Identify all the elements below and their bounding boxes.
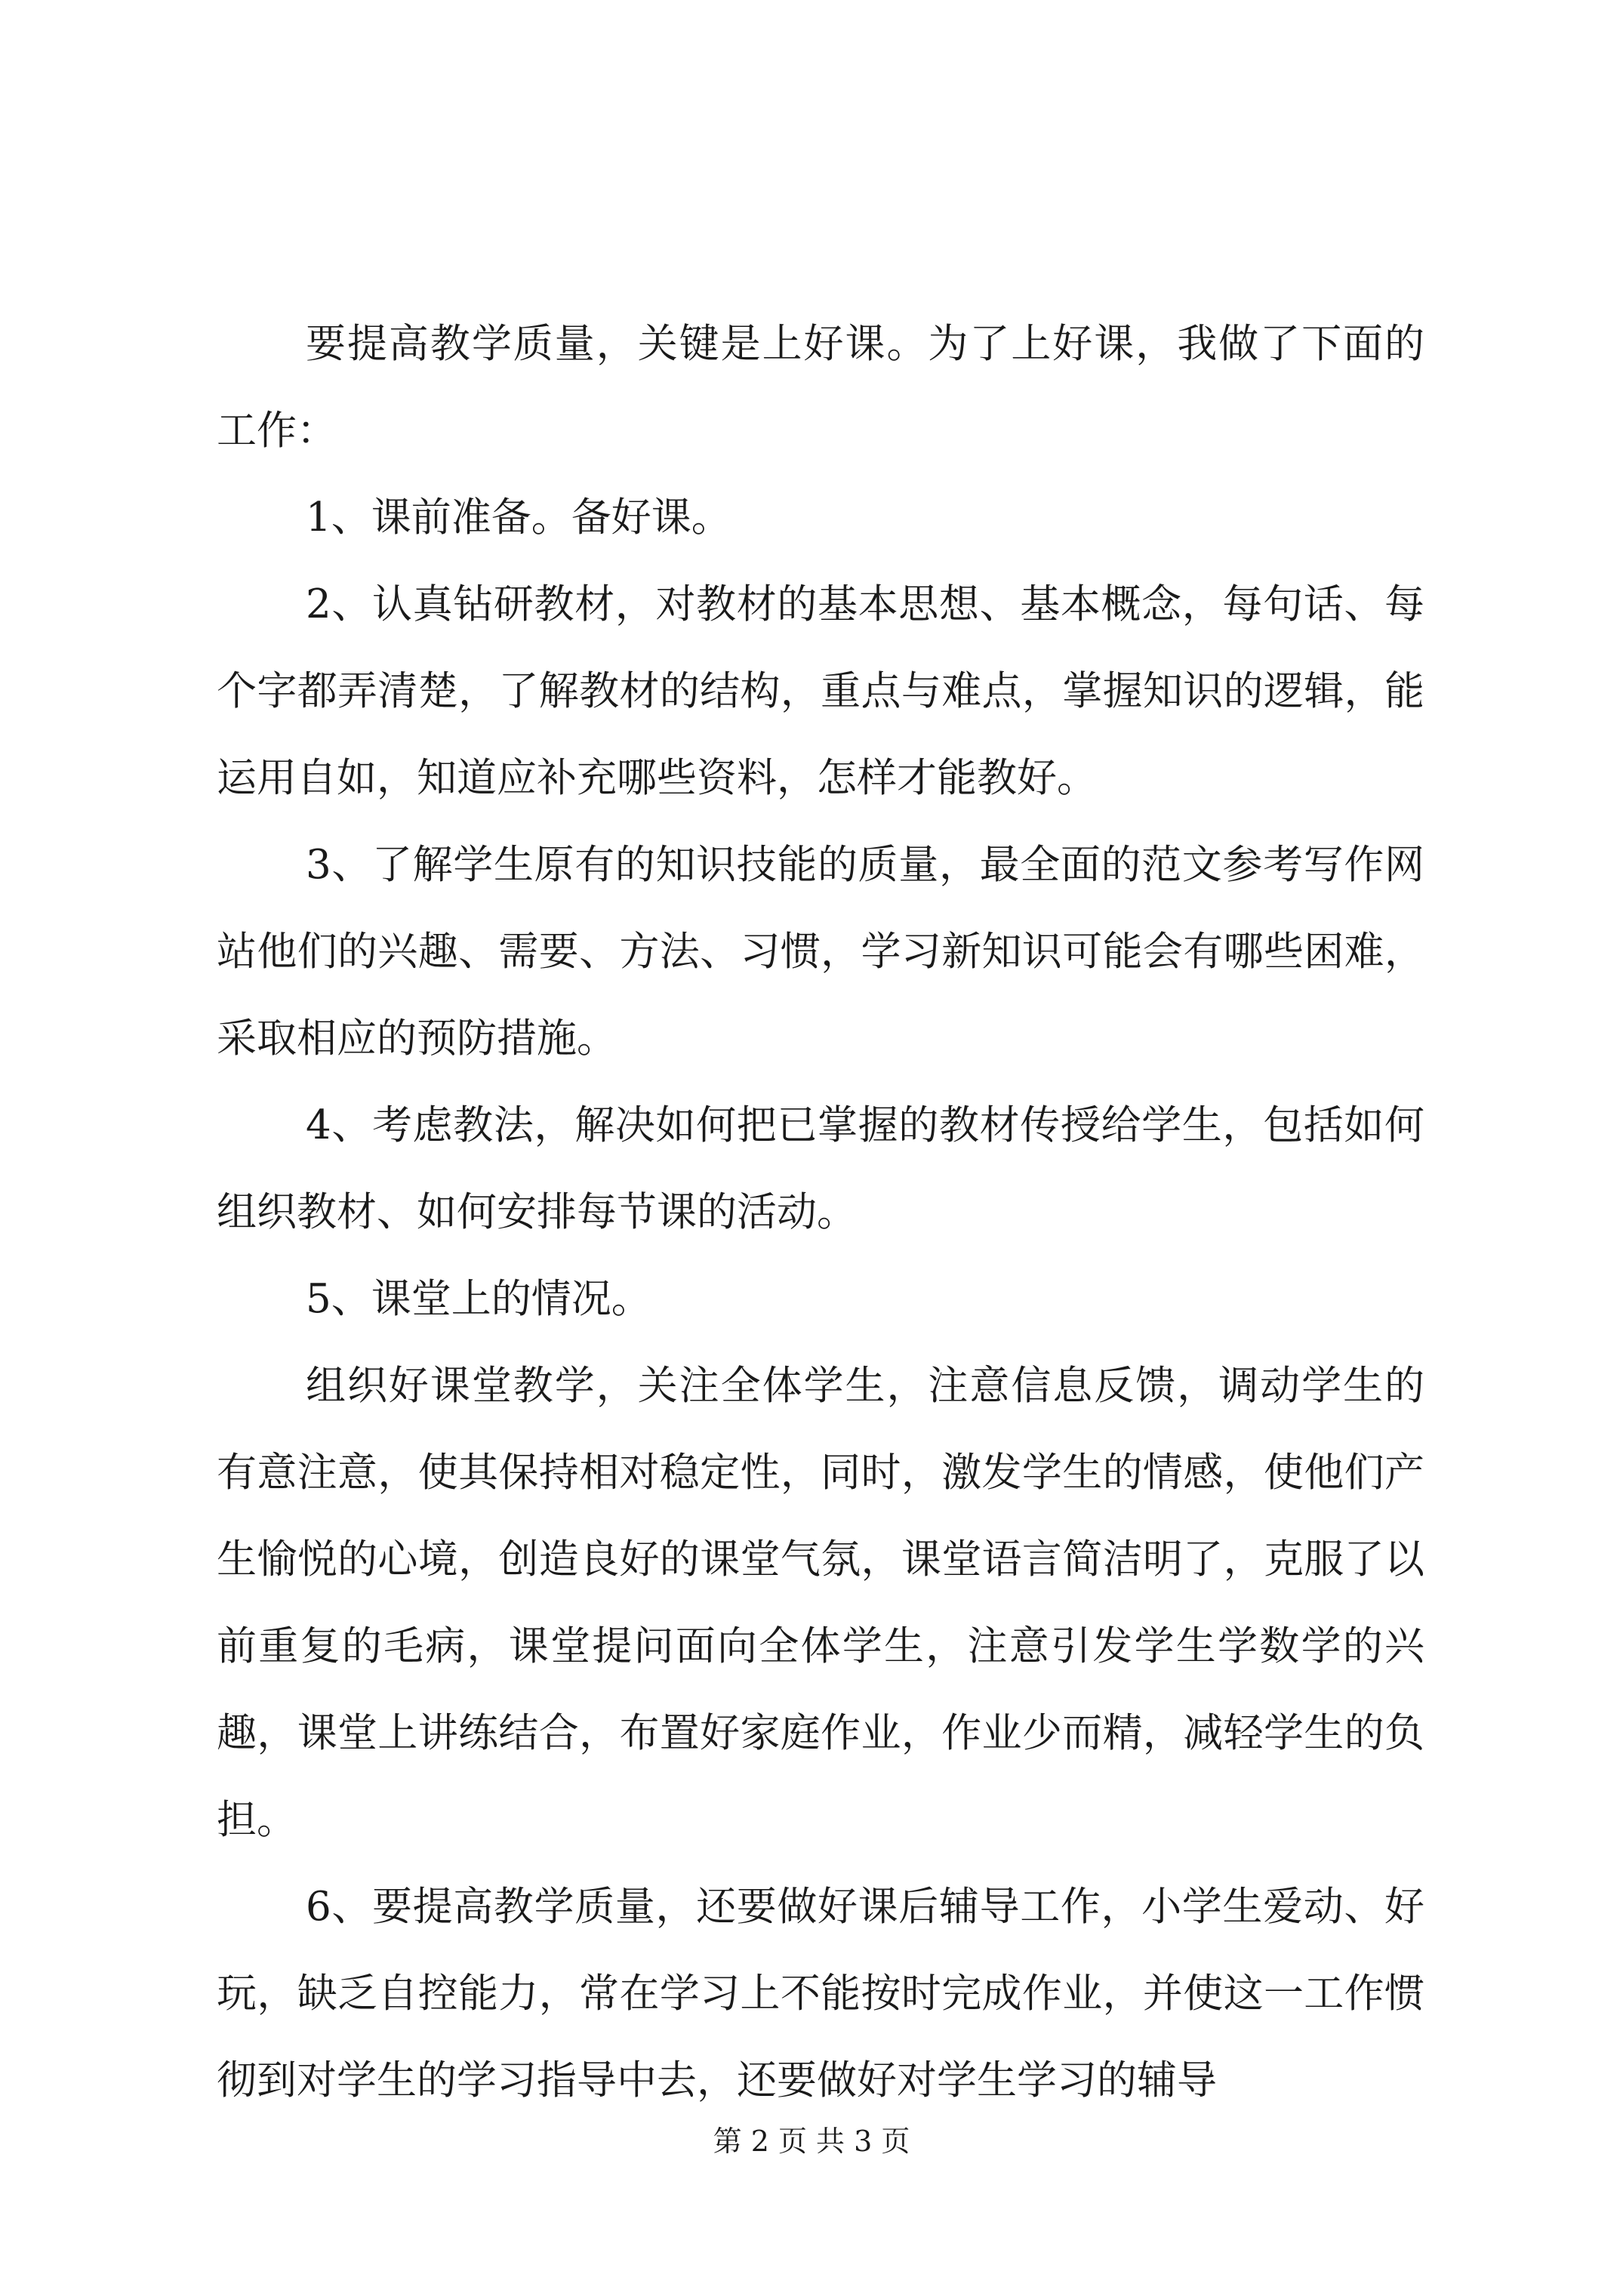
paragraph-item-4: 4、考虑教法，解决如何把已掌握的教材传授给学生，包括如何组织教材、如何安排每节课的活动。 bbox=[217, 1102, 1424, 1235]
paragraph-classroom: 组织好课堂教学，关注全体学生，注意信息反馈，调动学生的有意注意，使其保持相对稳定性，同时，激发学生的情感，使他们产生愉悦的心境，创造良好的课堂气氛，课堂语言简洁明了，克服了以前重复的毛病，课堂提问面向全体学生，注意引发学生学数学的兴趣，课堂上讲练结合，布置好家庭作业，作业少而精，减轻学生的负担。 bbox=[217, 1363, 1424, 1843]
document-body bbox=[217, 300, 1424, 2124]
paragraph-item-5: 5、课堂上的情况。 bbox=[306, 1276, 651, 1322]
paragraph-item-2: 2、认真钻研教材，对教材的基本思想、基本概念，每句话、每个字都弄清楚，了解教材的结构，重点与难点，掌握知识的逻辑，能运用自如，知道应补充哪些资料，怎样才能教好。 bbox=[217, 581, 1424, 801]
paragraph-item-6: 6、要提高教学质量，还要做好课后辅导工作，小学生爱动、好玩，缺乏自控能力，常在学习上不能按时完成作业，并使这一工作惯彻到对学生的学习指导中去，还要做好对学生学习的辅导 bbox=[217, 1884, 1424, 2103]
paragraph-item-1: 1、课前准备。备好课。 bbox=[306, 495, 731, 541]
paragraph-intro: 要提高教学质量，关键是上好课。为了上好课，我做了下面的工作： bbox=[217, 321, 1424, 454]
page-number-footer: 第 2 页 共 3 页 bbox=[713, 2125, 910, 2158]
paragraph-item-3: 3、了解学生原有的知识技能的质量，最全面的范文参考写作网站他们的兴趣、需要、方法、习惯，学习新知识可能会有哪些困难，采取相应的预防措施。 bbox=[217, 842, 1424, 1062]
